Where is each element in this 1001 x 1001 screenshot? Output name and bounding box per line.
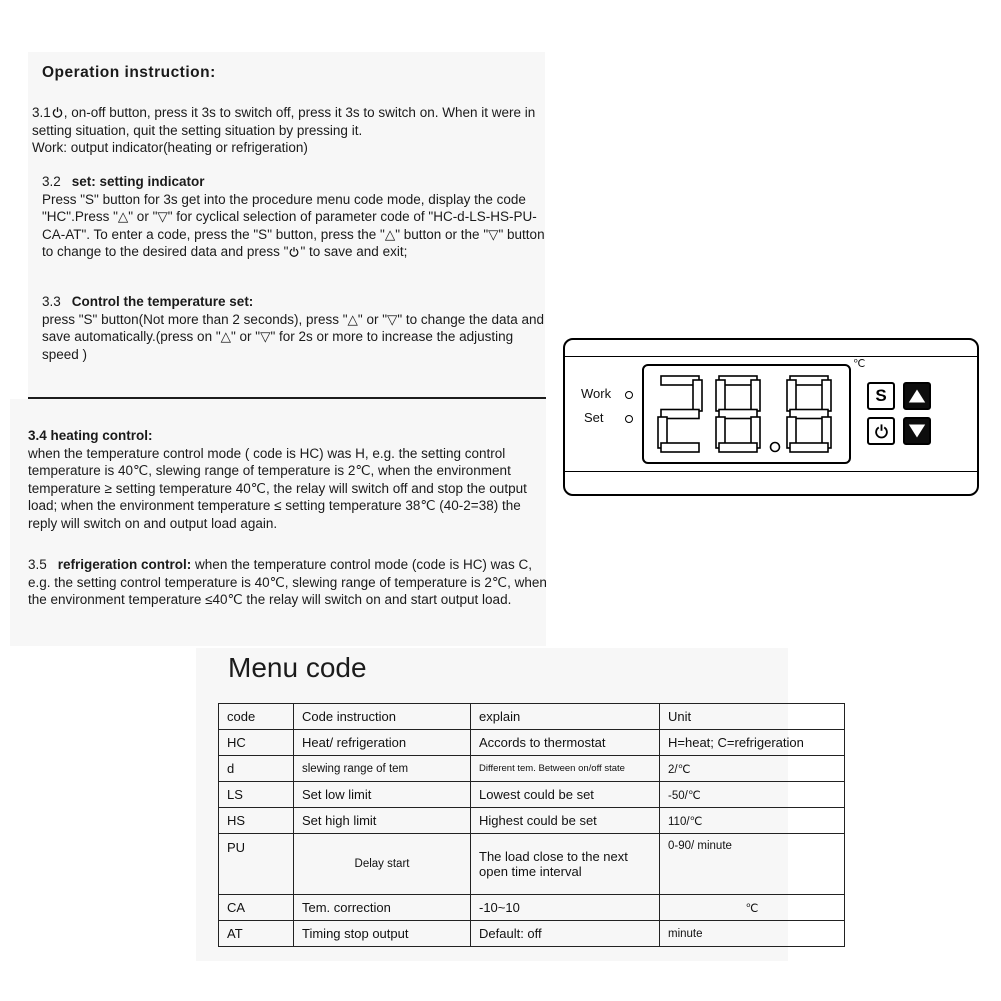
cell-explain: Accords to thermostat	[471, 730, 660, 756]
section-3-3-number: 3.3	[42, 294, 61, 309]
cell-explain: The load close to the next open time interval	[471, 834, 660, 895]
cell-code: PU	[219, 834, 294, 895]
menu-row-pu	[219, 834, 845, 895]
menu-row-hs	[219, 808, 845, 834]
cell-unit: 110/℃	[660, 808, 845, 834]
section-3-2-heading	[42, 173, 547, 191]
section-3-2-number: 3.2	[42, 174, 61, 189]
decimal-point	[770, 443, 779, 452]
work-led-indicator	[625, 391, 633, 399]
power-icon	[288, 246, 300, 258]
power-icon	[51, 106, 64, 119]
menu-row-ls	[219, 782, 845, 808]
section-3-1-text: , on-off button, press it 3s to switch off, press it 3s to switch on. When it were in setting situation, quit the setting situation by pressing it.	[32, 105, 536, 138]
section-3-4-body: when the temperature control mode ( code is HC) was H, e.g. the setting control temperature is 40℃, slewing range of temperature is 2℃, when the environment temperature ≥ setting temperature 40℃, the relay will switch off and stop the output load; when the environment temperature ≤ setting temperature 38℃ (40-2=38) the reply will switch on and output load again.	[28, 445, 527, 531]
cell-unit: -50/℃	[660, 782, 845, 808]
panel-bottom-edge	[565, 471, 977, 472]
cell-instruction: slewing range of tem	[294, 756, 471, 782]
cell-instruction: Set high limit	[294, 808, 471, 834]
down-arrow-button	[903, 417, 931, 445]
section-3-1-number: 3.1	[32, 105, 51, 120]
cell-unit: minute	[660, 921, 845, 947]
menu-row-at	[219, 921, 845, 947]
cell-code: CA	[219, 895, 294, 921]
section-3-3-title: Control the temperature set:	[71, 294, 254, 309]
header-unit: Unit	[660, 704, 845, 730]
header-code: code	[219, 704, 294, 730]
cell-code: LS	[219, 782, 294, 808]
cell-explain: Highest could be set	[471, 808, 660, 834]
s-button-label: S	[875, 386, 887, 405]
thermostat-panel-illustration	[563, 338, 979, 496]
cell-instruction: Delay start	[294, 834, 471, 895]
cell-explain: Different tem. Between on/off state	[471, 756, 660, 782]
section-3-5-title: refrigeration control:	[57, 557, 192, 572]
section-3-3-heading	[42, 293, 547, 311]
device-button-grid	[867, 382, 931, 445]
section-3-1-line2: Work: output indicator(heating or refrigeration)	[32, 140, 308, 155]
section-3-4	[28, 427, 550, 532]
cell-unit: ℃	[660, 895, 845, 921]
cell-instruction: Set low limit	[294, 782, 471, 808]
header-code-instruction: Code instruction	[294, 704, 471, 730]
header-explain: explain	[471, 704, 660, 730]
section-3-1	[32, 104, 544, 157]
seven-segment-display	[642, 364, 851, 464]
section-3-2	[42, 173, 547, 261]
section-3-2-body	[42, 191, 547, 261]
section-3-4-title: 3.4 heating control:	[28, 428, 153, 443]
work-indicator-label: Work	[581, 386, 612, 401]
set-led-indicator	[625, 415, 633, 423]
menu-row-hc	[219, 730, 845, 756]
section-divider	[28, 397, 546, 399]
cell-explain: -10~10	[471, 895, 660, 921]
up-arrow-button	[903, 382, 931, 410]
operation-heading: Operation instruction:	[42, 64, 216, 81]
cell-explain: Default: off	[471, 921, 660, 947]
down-arrow-icon	[907, 422, 927, 440]
cell-code: HC	[219, 730, 294, 756]
cell-instruction: Heat/ refrigeration	[294, 730, 471, 756]
menu-row-d	[219, 756, 845, 782]
s-button	[867, 382, 895, 410]
cell-unit: 2/℃	[660, 756, 845, 782]
section-3-5	[28, 556, 550, 609]
section-3-3	[42, 293, 547, 363]
menu-code-title: Menu code	[228, 652, 367, 683]
section-3-3-body: press "S" button(Not more than 2 seconds), press "△" or "▽" to change the data and save automatically.(press on "△" or "▽" for 2s or more to increase the adjusting speed )	[42, 311, 545, 362]
section-3-5-body: when the temperature control mode (code is HC) was C, e.g. the setting control temperature is 40℃, slewing range of temperature is 2℃, when the environment temperature ≤40℃ the relay will switch on and start output load.	[28, 557, 547, 607]
cell-code: d	[219, 756, 294, 782]
cell-code: AT	[219, 921, 294, 947]
cell-unit: 0-90/ minute	[660, 834, 845, 895]
set-indicator-label: Set	[584, 410, 604, 425]
cell-unit: H=heat; C=refrigeration	[660, 730, 845, 756]
cell-instruction: Tem. correction	[294, 895, 471, 921]
cell-explain: Lowest could be set	[471, 782, 660, 808]
power-button	[867, 417, 895, 445]
section-3-2-title: set: setting indicator	[71, 174, 205, 189]
power-icon	[873, 423, 890, 440]
section-3-2-body-tail: " to save and exit;	[300, 244, 408, 259]
section-3-2-body-text: Press "S" button for 3s get into the procedure menu code mode, display the code "HC".Press "△" or "▽" for cyclical selection of parameter code of "HC-d-LS-HS-PU-CA-AT". To enter a code, press the "S" button, press the "△" button or the "▽" button to change to the desired data and press "	[42, 191, 545, 259]
panel-top-edge	[565, 356, 977, 357]
menu-code-table	[218, 703, 845, 947]
up-arrow-icon	[907, 387, 927, 405]
cell-code: HS	[219, 808, 294, 834]
menu-header-row	[219, 704, 845, 730]
celsius-unit-label: ℃	[853, 358, 866, 370]
cell-instruction: Timing stop output	[294, 921, 471, 947]
section-3-5-number: 3.5	[28, 557, 47, 572]
seven-segment-digits	[650, 372, 844, 456]
menu-row-ca	[219, 895, 845, 921]
